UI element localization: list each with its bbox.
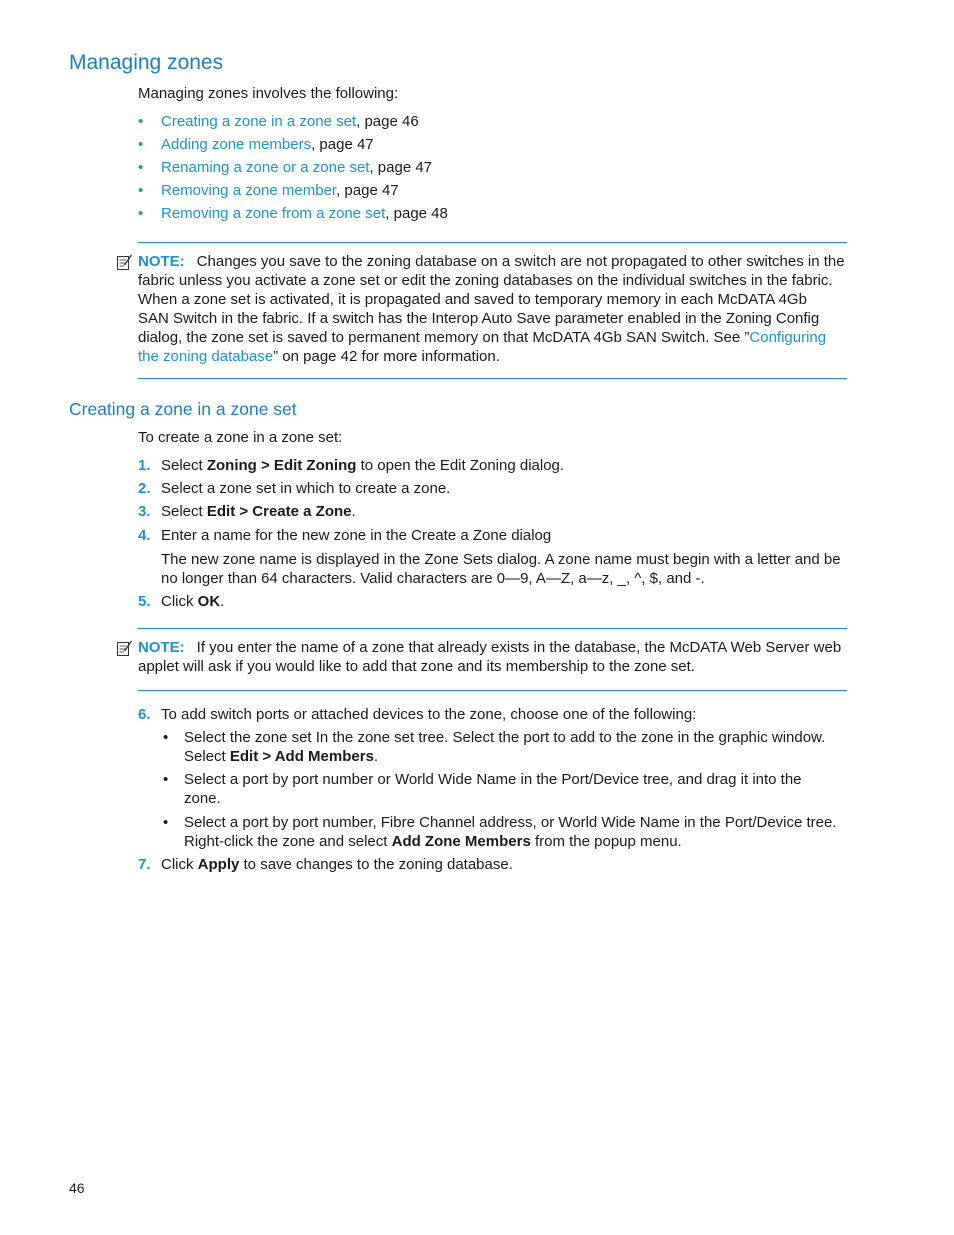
link-renaming-zone[interactable]: Renaming a zone or a zone set	[161, 159, 370, 176]
topic-list	[138, 112, 448, 227]
list-item: • Creating a zone in a zone set, page 46	[138, 113, 419, 130]
step-detail: The new zone name is displayed in the Zone Sets dialog. A zone name must begin with a letter and be no longer than 64 characters. Valid characters are 0—9, A—Z, a—z, _, ^, $, and -.	[161, 551, 841, 587]
note-divider-top	[138, 242, 847, 243]
list-item: • Renaming a zone or a zone set, page 47	[138, 159, 433, 176]
note-pad-icon	[116, 254, 133, 271]
subsection-title: Creating a zone in a zone set	[69, 399, 297, 419]
link-creating-zone[interactable]: Creating a zone in a zone set	[161, 113, 357, 130]
list-item: • Removing a zone from a zone set, page 48	[138, 205, 448, 222]
note-divider-bottom	[138, 690, 847, 691]
list-item: • Adding zone members, page 47	[138, 136, 374, 153]
note-divider-top	[138, 628, 847, 629]
link-adding-members[interactable]: Adding zone members	[161, 136, 312, 153]
bullet-icon: •	[138, 113, 144, 130]
bullet-icon: •	[138, 205, 144, 222]
bullet-icon: •	[138, 159, 144, 176]
page-number: 46	[69, 1180, 85, 1196]
link-configuring-zoning[interactable]: Configuring	[749, 329, 827, 346]
link-removing-zone[interactable]: Removing a zone from a zone set	[161, 205, 386, 222]
link-removing-member[interactable]: Removing a zone member	[161, 182, 337, 199]
note-box: NOTE: If you enter the name of a zone that already exists in the database, the McDATA Web Server web applet will ask if you would like to add that zone and its membership to the zone set.	[138, 639, 842, 675]
page-title: Managing zones	[69, 51, 224, 74]
note-pad-icon	[116, 640, 133, 657]
subsection-intro: To create a zone in a zone set:	[138, 429, 343, 446]
note-box: NOTE: Changes you save to the zoning database on a switch are not propagated to other switches in the fabric unless you activate a zone set or edit the zoning databases on the individual switches in the fabric. When a zone set is activated, it is propagated and saved to temporary memory in each McDATA 4Gb SAN Switch in the fabric. If a switch has the Interop Auto Save parameter enabled in the Zoning Config dialog, the zone set is saved to permanent memory on that McDATA 4Gb SAN Switch. See ”Configuring the zoning database” on page 42 for more information.	[138, 253, 845, 365]
bullet-icon: •	[138, 182, 144, 199]
note-label: NOTE:	[138, 639, 185, 656]
note-label: NOTE:	[138, 253, 185, 270]
section-intro: Managing zones involves the following:	[138, 85, 399, 102]
link-configuring-zoning-cont[interactable]: the zoning database	[138, 348, 274, 365]
bullet-icon: •	[138, 136, 144, 153]
note-divider-bottom	[138, 378, 847, 379]
list-item: • Removing a zone member, page 47	[138, 182, 399, 199]
